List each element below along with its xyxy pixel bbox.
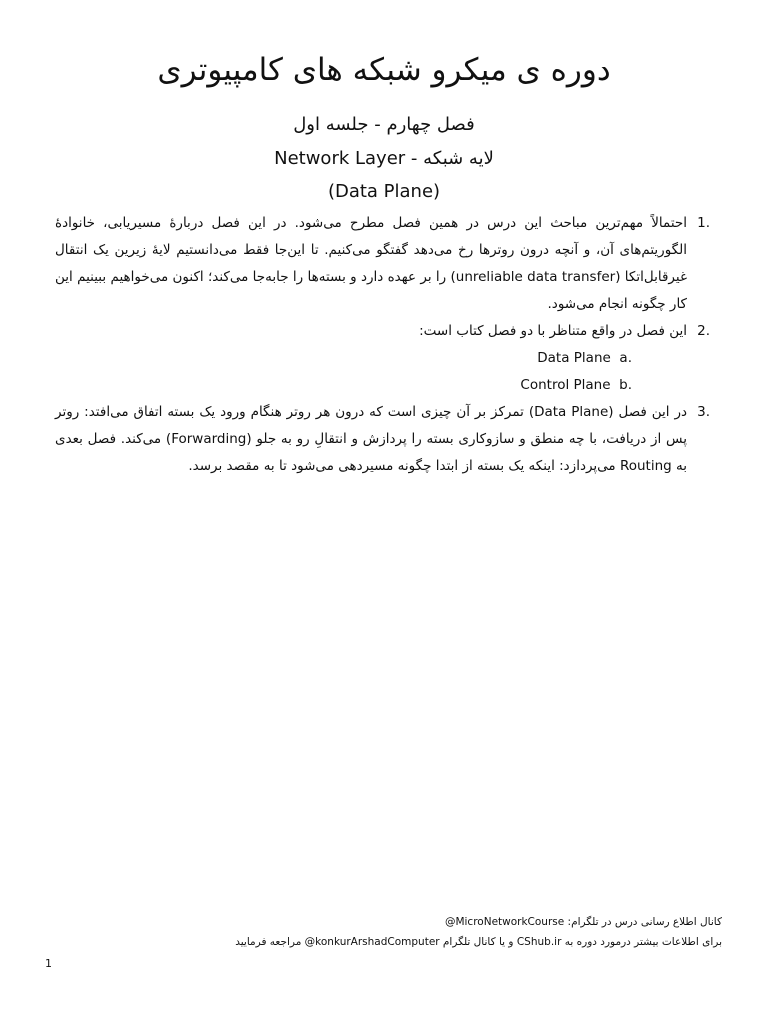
sub-list-item: [55, 345, 710, 372]
document-title: دوره ی میکرو شبکه های کامپیوتری: [157, 52, 611, 88]
page-number: 1: [45, 957, 52, 970]
list-item-text: در این فصل (Data Plane) تمرکز بر آن چیزی است که درون هر روتر هنگام ورود یک بسته اتفاق می‌افتد: روتر پس از دریافت، با چه منطق و سازوکاری بسته را پردازش و انتقالِ رو به جلو (Forwarding) می‌کند. فصل بعدی به Routing می‌پردازد: اینکه یک بسته از ابتدا چگونه مسیردهی می‌شود تا به مقصد برسد.: [55, 404, 688, 474]
footer-telegram-channel: کانال اطلاع رسانی درس در تلگرام: MicroNetworkCourse@: [444, 916, 722, 928]
plane-subtitle: (Data Plane): [327, 181, 441, 202]
list-item-text: احتمالاً مهم‌ترین مباحث این درس در همین فصل مطرح می‌شود. در این فصل دربارهٔ مسیریابی، خانوادهٔ الگوریتم‌های آن، و آنچه درون روترها رخ می‌دهد گفتگو می‌کنیم. تا این‌جا فقط می‌دانستیم لایهٔ زیرین یک انتقال غیرقابل‌اتکا (unreliable data transfer) را بر عهده دارد و بسته‌ها را جابه‌جا می‌کند؛ اکنون می‌خواهیم ببینیم این کار چگونه انجام می‌شود.: [55, 215, 687, 312]
list-item-text: این فصل در واقع متناظر با دو فصل کتاب است:: [419, 323, 687, 339]
list-item: [55, 318, 710, 345]
footer-more-info: برای اطلاعات بیشتر درمورد دوره به CShub.ir و یا کانال تلگرام konkurArshadComputer@ مراجعه فرمایید: [235, 936, 722, 948]
sub-list-item-marker: b.: [619, 377, 632, 393]
sub-list-item: [55, 372, 710, 399]
chapter-subtitle: فصل چهارم - جلسه اول: [293, 114, 475, 135]
sub-list-item-marker: a.: [619, 350, 632, 366]
list-item: [55, 210, 710, 318]
list-item-number: 2.: [697, 323, 710, 339]
layer-subtitle: لایه شبکه - Network Layer: [274, 148, 494, 169]
sub-list-item-text: Data Plane: [537, 350, 611, 366]
list-item: [55, 399, 710, 480]
numbered-list: [55, 210, 710, 480]
sub-list-item-text: Control Plane: [520, 377, 611, 393]
list-item-number: 3.: [697, 404, 710, 420]
list-item-number: 1.: [697, 215, 710, 231]
